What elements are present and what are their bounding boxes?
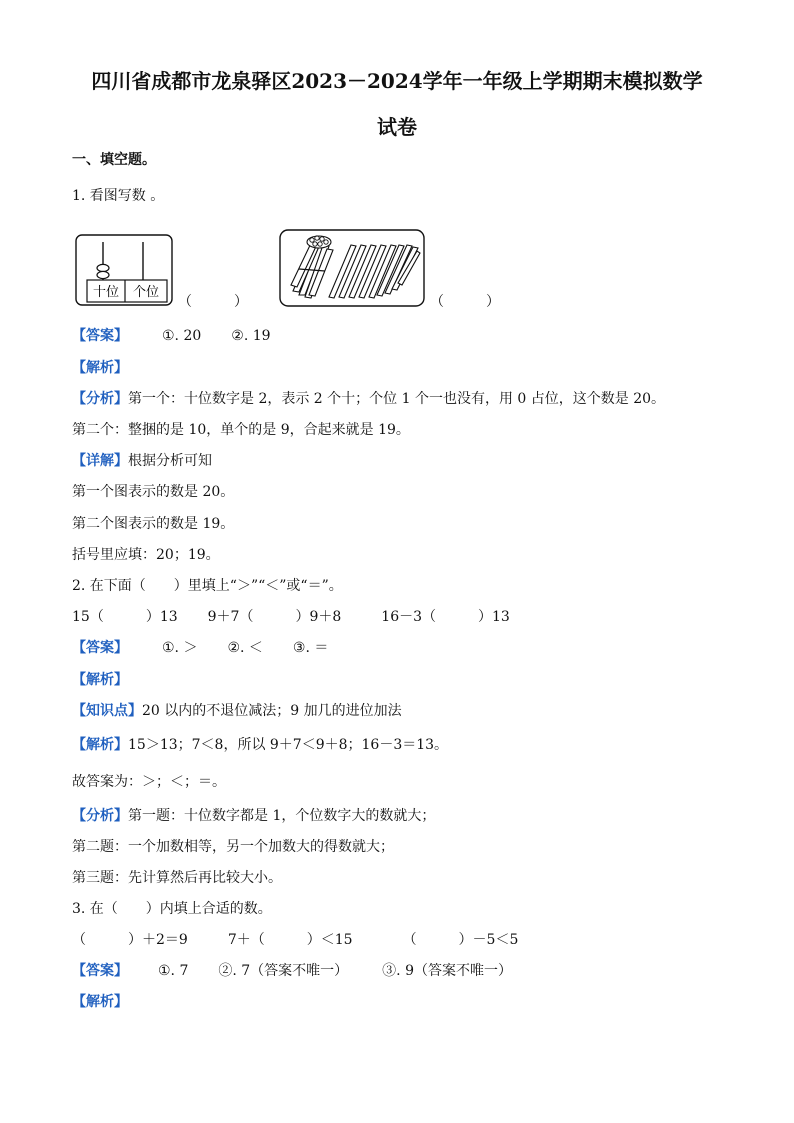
q2-jiexi: 【解析】15＞13；7＜8，所以 9＋7＜9＋8；16－3＝13。 <box>72 737 449 753</box>
q1-line2: 第二个：整捆的是 10，单个的是 9，合起来就是 19。 <box>72 422 410 438</box>
q2-item1[interactable]: 15（ ）13 <box>72 609 178 625</box>
q2-jiexi-tag: 【解析】 <box>72 672 128 688</box>
answer-tag: 【答案】 <box>72 328 128 344</box>
q2-line2: 第二题：一个加数相等，另一个加数大的得数就大； <box>72 839 394 855</box>
abacus-tens-label: 十位 <box>92 285 120 300</box>
q1-fenxi: 【分析】第一个：十位数字是 2，表示 2 个十；个位 1 个一也没有，用 0 占位，这个数是 20。 <box>72 391 666 407</box>
q2-ans3: ③. ＝ <box>292 640 329 656</box>
q2-items <box>72 607 510 627</box>
q1-xiangjie: 【详解】根据分析可知 <box>72 453 212 469</box>
q3-item2[interactable]: 7＋（ ）＜15 <box>227 932 353 948</box>
q2-ans2: ②. ＜ <box>227 640 263 656</box>
q2-fenxi: 【分析】第一题：十位数字都是 1，个位数字大的数就大； <box>72 808 436 824</box>
q3-ans2: ②. 7（答案不唯一） <box>218 963 349 979</box>
q1-stem: 1. 看图写数 。 <box>72 188 165 204</box>
q3-items <box>72 930 518 950</box>
abacus-ones-label: 个位 <box>132 285 160 300</box>
q3-answer-row: 【答案】 ①. 7 ②. 7（答案不唯一） ③. 9（答案不唯一） <box>72 963 512 979</box>
q3-item1[interactable]: （ ）＋2＝9 <box>72 932 188 948</box>
q2-stem: 2. 在下面（ ）里填上“＞”“＜”或“＝”。 <box>72 578 343 594</box>
page-title-line2: 试卷 <box>377 115 417 139</box>
q2-answer-row: 【答案】 ①. ＞ ②. ＜ ③. ＝ <box>72 640 329 656</box>
q2-item2[interactable]: 9＋7（ ）9＋8 <box>207 609 342 625</box>
sticks-figure <box>279 229 425 307</box>
q1-ans2: ②. 19 <box>231 328 271 344</box>
page-title: 四川省成都市龙泉驿区2023－2024学年一年级上学期期末模拟数学 <box>91 69 703 93</box>
q2-zhishidian: 【知识点】20 以内的不退位减法；9 加几的进位加法 <box>72 703 402 719</box>
section-heading: 一、填空题。 <box>72 152 156 168</box>
q1-line5: 第二个图表示的数是 19。 <box>72 516 235 532</box>
q1-line4: 第一个图表示的数是 20。 <box>72 484 235 500</box>
q3-item3[interactable]: （ ）－5＜5 <box>402 932 519 948</box>
q2-line3: 第三题：先计算然后再比较大小。 <box>72 870 282 886</box>
q1-line6: 括号里应填：20；19。 <box>72 547 220 563</box>
abacus-figure <box>75 234 173 306</box>
q2-item3[interactable]: 16－3（ ）13 <box>381 609 510 625</box>
q3-stem: 3. 在（ ）内填上合适的数。 <box>72 901 272 917</box>
q1-jiexi-tag: 【解析】 <box>72 360 128 376</box>
q1-answer-blank-1[interactable]: （ ） <box>178 294 248 310</box>
q3-ans3: ③. 9（答案不唯一） <box>382 963 512 979</box>
q1-answer-row <box>72 326 271 346</box>
q1-ans1: ①. 20 <box>162 328 202 344</box>
q2-final: 故答案为：＞；＜；＝。 <box>72 774 226 790</box>
q3-ans1: ①. 7 <box>158 963 189 979</box>
q3-jiexi-tag: 【解析】 <box>72 994 128 1010</box>
q2-ans1: ①. ＞ <box>162 640 198 656</box>
q1-answer-blank-2[interactable]: （ ） <box>430 294 500 310</box>
